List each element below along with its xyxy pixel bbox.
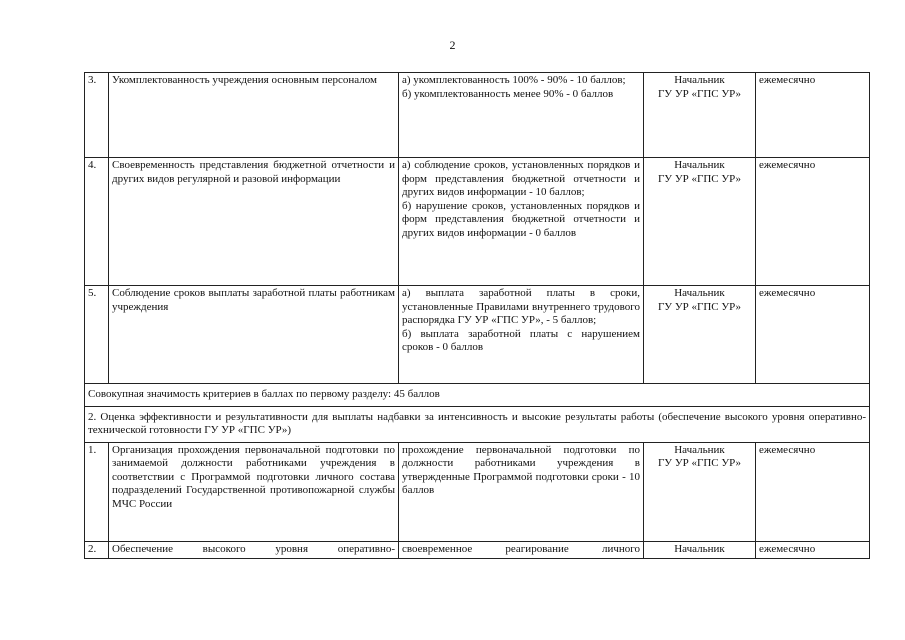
row-number: 4.: [85, 158, 109, 286]
criterion-cell: Обеспечение высокого уровня оперативно-: [109, 541, 399, 558]
responsible-cell: Начальник ГУ УР «ГПС УР»: [644, 286, 756, 384]
period-cell: ежемесячно: [756, 442, 870, 541]
evaluation-cell: а) укомплектованность 100% - 90% - 10 баллов; б) укомплектованность менее 90% - 0 баллов: [399, 73, 644, 158]
period-cell: ежемесячно: [756, 73, 870, 158]
period-cell: ежемесячно: [756, 541, 870, 558]
table-row: [85, 73, 870, 158]
evaluation-cell: а) выплата заработной платы в сроки, установленные Правилами внутреннего трудового распорядка ГУ УР «ГПС УР», - 5 баллов; б) выплата заработной платы с нарушением сроков - 0 баллов: [399, 286, 644, 384]
row-number: 1.: [85, 442, 109, 541]
evaluation-cell: а) соблюдение сроков, установленных порядков и форм представления бюджетной отчетности и других видов информации - 10 баллов; б) нарушение сроков, установленных порядков и форм представления бюджетной отчетности и других видов информации - 0 баллов: [399, 158, 644, 286]
responsible-cell: Начальник: [644, 541, 756, 558]
responsible-cell: Начальник ГУ УР «ГПС УР»: [644, 158, 756, 286]
period-cell: ежемесячно: [756, 286, 870, 384]
row-number: 5.: [85, 286, 109, 384]
evaluation-cell: прохождение первоначальной подготовки по должности работниками учреждения в утвержденные Программой подготовки сроки - 10 баллов: [399, 442, 644, 541]
evaluation-cell: своевременное реагирование личного: [399, 541, 644, 558]
criteria-table: [84, 72, 870, 559]
section2-heading: 2. Оценка эффективности и результативности для выплаты надбавки за интенсивность и высокие результаты работы (обеспечение высокого уровня оперативно-технической готовности ГУ УР «ГПС УР»): [85, 406, 870, 442]
section1-total: Совокупная значимость критериев в баллах по первому разделу: 45 баллов: [85, 384, 870, 407]
page-number: 2: [449, 38, 456, 52]
criterion-cell: Соблюдение сроков выплаты заработной платы работникам учреждения: [109, 286, 399, 384]
criterion-cell: Укомплектованность учреждения основным персоналом: [109, 73, 399, 158]
section-heading-row: [85, 406, 870, 442]
row-number: 2.: [85, 541, 109, 558]
responsible-cell: Начальник ГУ УР «ГПС УР»: [644, 442, 756, 541]
total-row: [85, 384, 870, 407]
criterion-cell: Своевременность представления бюджетной отчетности и других видов регулярной и разовой информации: [109, 158, 399, 286]
row-number: 3.: [85, 73, 109, 158]
table-row: [85, 442, 870, 541]
criterion-cell: Организация прохождения первоначальной подготовки по занимаемой должности работниками учреждения в соответствии с Программой подготовки личного состава подразделений Государственной противопожарной службы МЧС России: [109, 442, 399, 541]
table-row: [85, 286, 870, 384]
responsible-cell: Начальник ГУ УР «ГПС УР»: [644, 73, 756, 158]
table-row: [85, 541, 870, 558]
table-row: [85, 158, 870, 286]
period-cell: ежемесячно: [756, 158, 870, 286]
